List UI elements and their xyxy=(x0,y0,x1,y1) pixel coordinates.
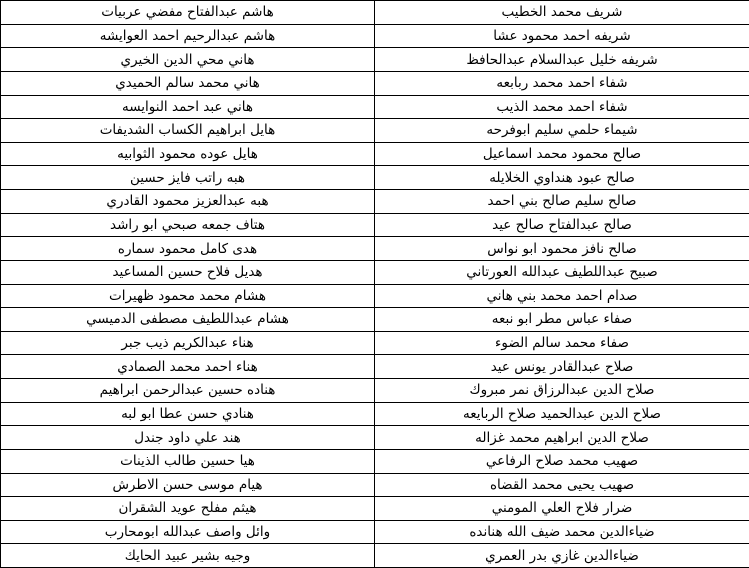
table-row xyxy=(1,142,749,166)
name-cell-left: هايل ابراهيم الكساب الشديفات xyxy=(1,119,375,143)
table-row xyxy=(1,24,749,48)
name-cell-right: صبيح عبداللطيف عبدالله العورتاني xyxy=(375,260,749,284)
table-row xyxy=(1,379,749,403)
name-cell-right: شريفه خليل عبدالسلام عبدالحافظ xyxy=(375,48,749,72)
name-cell-left: هاني محمد سالم الحميدي xyxy=(1,71,375,95)
name-cell-left: هديل فلاح حسين المساعيد xyxy=(1,260,375,284)
name-cell-left: هبه عبدالعزيز محمود القادري xyxy=(1,190,375,214)
name-cell-left: هدى كامل محمود سماره xyxy=(1,237,375,261)
name-cell-right: شفاء احمد محمد ربابعه xyxy=(375,71,749,95)
name-cell-left: هاني محي الدين الخيري xyxy=(1,48,375,72)
table-row xyxy=(1,449,749,473)
table-row xyxy=(1,48,749,72)
name-cell-right: ضياءالدين غازي بدر العمري xyxy=(375,544,749,568)
name-cell-right: صفاء محمد سالم الضوء xyxy=(375,331,749,355)
table-row xyxy=(1,71,749,95)
name-cell-right: صلاح عبدالقادر يونس عيد xyxy=(375,355,749,379)
table-row xyxy=(1,284,749,308)
name-cell-left: هشام محمد محمود ظهيرات xyxy=(1,284,375,308)
name-cell-right: صلاح الدين ابراهيم محمد غزاله xyxy=(375,426,749,450)
name-cell-left: هاشم عبدالفتاح مفضي عربيات xyxy=(1,1,375,25)
table-row xyxy=(1,190,749,214)
name-cell-left: هيا حسين طالب الذينات xyxy=(1,449,375,473)
name-cell-right: شريفه احمد محمود عشا xyxy=(375,24,749,48)
name-cell-left: هتاف جمعه صبحي ابو راشد xyxy=(1,213,375,237)
name-cell-right: صالح محمود محمد اسماعيل xyxy=(375,142,749,166)
name-cell-right: شيماء حلمي سليم ابوفرحه xyxy=(375,119,749,143)
name-cell-right: صالح سليم صالح بني احمد xyxy=(375,190,749,214)
name-cell-left: هشام عبداللطيف مصطفى الدميسي xyxy=(1,308,375,332)
name-cell-left: هاشم عبدالرحيم احمد العوايشه xyxy=(1,24,375,48)
name-cell-left: هبه راتب فايز حسين xyxy=(1,166,375,190)
name-cell-left: هناء عبدالكريم ذيب جبر xyxy=(1,331,375,355)
name-cell-right: صالح نافز محمود ابو نواس xyxy=(375,237,749,261)
table-row xyxy=(1,213,749,237)
name-cell-left: هيام موسى حسن الاطرش xyxy=(1,473,375,497)
name-cell-right: صفاء عباس مطر ابو نبعه xyxy=(375,308,749,332)
table-row xyxy=(1,260,749,284)
name-cell-left: وائل واصف عبدالله ابومحارب xyxy=(1,520,375,544)
name-cell-left: هيثم مفلح عويد الشقران xyxy=(1,497,375,521)
table-row xyxy=(1,95,749,119)
name-cell-right: ضرار فلاح العلي المومني xyxy=(375,497,749,521)
table-row xyxy=(1,473,749,497)
name-cell-right: صالح عبود هنداوي الخلايله xyxy=(375,166,749,190)
name-cell-right: صهيب يحيى محمد القضاه xyxy=(375,473,749,497)
name-cell-right: صدام احمد محمد بني هاني xyxy=(375,284,749,308)
table-row xyxy=(1,166,749,190)
table-row xyxy=(1,355,749,379)
name-cell-right: ضياءالدين محمد ضيف الله هنانده xyxy=(375,520,749,544)
name-cell-right: صلاح الدين عبدالحميد صلاح الربايعه xyxy=(375,402,749,426)
names-table-body xyxy=(1,1,749,568)
name-cell-left: وجيه بشير عبيد الحايك xyxy=(1,544,375,568)
table-row xyxy=(1,1,749,25)
table-row xyxy=(1,308,749,332)
table-row xyxy=(1,331,749,355)
name-cell-left: هايل عوده محمود الثوابيه xyxy=(1,142,375,166)
name-cell-left: هناده حسين عبدالرحمن ابراهيم xyxy=(1,379,375,403)
name-cell-right: صلاح الدين عبدالرزاق نمر مبروك xyxy=(375,379,749,403)
name-cell-left: هند علي داود جندل xyxy=(1,426,375,450)
name-cell-right: شريف محمد الخطيب xyxy=(375,1,749,25)
name-cell-left: هناء احمد محمد الصمادي xyxy=(1,355,375,379)
name-cell-right: صهيب محمد صلاح الرفاعي xyxy=(375,449,749,473)
table-row xyxy=(1,520,749,544)
table-row xyxy=(1,426,749,450)
table-row xyxy=(1,544,749,568)
table-row xyxy=(1,119,749,143)
table-row xyxy=(1,237,749,261)
table-row xyxy=(1,402,749,426)
name-cell-left: هاني عبد احمد النوايسه xyxy=(1,95,375,119)
name-cell-right: شفاء احمد محمد الذيب xyxy=(375,95,749,119)
table-row xyxy=(1,497,749,521)
name-cell-right: صالح عبدالفتاح صالح عيد xyxy=(375,213,749,237)
name-cell-left: هنادي حسن عطا ابو لبه xyxy=(1,402,375,426)
